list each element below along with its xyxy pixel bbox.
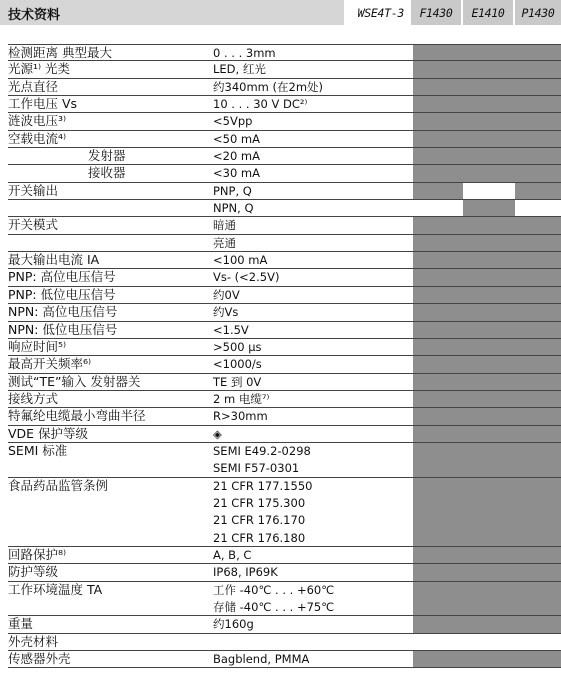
applies-marker	[515, 391, 561, 407]
applies-marker	[515, 79, 561, 95]
spec-label: 涟波电压³⁾	[8, 113, 67, 129]
spec-label: 接线方式	[8, 390, 59, 406]
spec-label: 最大输出电流 IA	[8, 252, 100, 268]
spec-value: 21 CFR 176.180	[213, 530, 306, 545]
spec-value: <30 mA	[213, 166, 260, 181]
applies-marker	[463, 148, 515, 164]
spec-value: <1.5V	[213, 322, 249, 337]
applies-marker	[413, 322, 463, 338]
spec-value: LED, 红光	[213, 62, 266, 77]
applies-marker	[463, 651, 515, 667]
applies-marker	[515, 217, 561, 233]
spec-label: 回路保护⁸⁾	[8, 546, 67, 562]
applies-marker	[413, 495, 463, 512]
spec-value: SEMI F57-0301	[213, 461, 300, 476]
spec-label: 工作电压 Vs	[8, 96, 78, 112]
applies-marker	[463, 599, 515, 615]
applies-marker	[463, 582, 515, 599]
spec-label: PNP: 高位电压信号	[8, 269, 116, 285]
applies-marker	[463, 460, 515, 476]
applies-marker	[463, 287, 515, 303]
spec-value: 0 . . . 3mm	[213, 46, 276, 60]
spec-label: 重量	[8, 616, 34, 632]
applies-marker	[413, 374, 463, 390]
spec-value: ◈	[213, 426, 222, 441]
table-row	[8, 460, 561, 477]
applies-marker	[413, 45, 463, 60]
table-row	[8, 148, 561, 165]
applies-marker	[515, 339, 561, 355]
applies-marker	[463, 426, 515, 442]
table-row	[8, 443, 561, 460]
spec-label: 光点直径	[8, 78, 59, 94]
applies-marker	[463, 96, 515, 112]
table-row	[8, 530, 561, 547]
table-row	[8, 616, 561, 633]
spec-value: R>30mm	[213, 409, 268, 424]
applies-marker	[515, 252, 561, 268]
applies-marker	[515, 269, 561, 285]
spec-value: 存储 -40℃ . . . +75℃	[213, 600, 335, 614]
spec-label: 光源¹⁾ 光类	[8, 61, 71, 77]
spec-value: IP68, IP69K	[213, 565, 278, 580]
applies-marker	[413, 252, 463, 268]
empty-marker	[515, 634, 561, 650]
applies-marker	[413, 599, 463, 615]
table-row	[8, 547, 561, 564]
table-row	[8, 113, 561, 130]
applies-marker	[463, 269, 515, 285]
applies-marker	[463, 547, 515, 563]
applies-marker	[515, 374, 561, 390]
applies-marker	[413, 582, 463, 599]
applies-marker	[463, 113, 515, 129]
applies-marker	[413, 478, 463, 495]
applies-marker	[413, 651, 463, 667]
spec-label: 测试“TE”输入 发射器关	[8, 373, 141, 389]
spec-label: 接收器	[88, 165, 126, 181]
applies-marker	[463, 443, 515, 460]
applies-marker	[463, 322, 515, 338]
applies-marker	[463, 339, 515, 355]
table-row	[8, 478, 561, 495]
table-row	[8, 131, 561, 148]
spec-label: NPN: 低位电压信号	[8, 321, 118, 337]
table-row	[8, 44, 561, 61]
applies-marker	[515, 530, 561, 546]
column-header-f1430	[411, 0, 461, 25]
table-row	[8, 200, 561, 217]
applies-marker	[515, 582, 561, 599]
applies-marker	[515, 512, 561, 529]
spec-value: TE 到 0V	[213, 374, 262, 389]
spec-value: SEMI E49.2-0298	[213, 443, 311, 458]
applies-marker	[413, 269, 463, 285]
spec-value: 约0V	[213, 287, 240, 302]
applies-marker	[463, 495, 515, 512]
applies-marker	[463, 478, 515, 495]
table-row	[8, 304, 561, 321]
spec-label: 外壳材料	[8, 633, 59, 649]
applies-marker	[463, 217, 515, 233]
table-row	[8, 287, 561, 304]
applies-marker	[515, 287, 561, 303]
applies-marker	[413, 113, 463, 129]
spec-value: PNP, Q	[213, 183, 252, 198]
applies-marker	[463, 391, 515, 407]
spec-label: PNP: 低位电压信号	[8, 286, 116, 302]
applies-marker	[413, 547, 463, 563]
spec-value: 21 CFR 175.300	[213, 495, 306, 510]
spec-label: 传感器外壳	[8, 651, 71, 667]
applies-marker	[515, 356, 561, 372]
spec-table	[8, 44, 561, 668]
applies-marker	[515, 408, 561, 424]
applies-marker	[515, 131, 561, 147]
applies-marker	[463, 564, 515, 580]
table-row	[8, 495, 561, 512]
applies-marker	[463, 200, 515, 216]
spec-value: <100 mA	[213, 253, 268, 268]
applies-marker	[515, 495, 561, 512]
empty-marker	[515, 200, 561, 216]
applies-marker	[463, 304, 515, 320]
applies-marker	[413, 287, 463, 303]
applies-marker	[515, 96, 561, 112]
applies-marker	[413, 530, 463, 546]
table-row	[8, 269, 561, 286]
table-row	[8, 61, 561, 78]
applies-marker	[413, 426, 463, 442]
table-row	[8, 634, 561, 651]
spec-value: <50 mA	[213, 131, 260, 146]
applies-marker	[463, 79, 515, 95]
spec-value: <5Vpp	[213, 114, 253, 129]
applies-marker	[515, 183, 561, 199]
applies-marker	[413, 443, 463, 460]
applies-marker	[515, 616, 561, 632]
column-header-p1430	[515, 0, 561, 25]
applies-marker	[515, 322, 561, 338]
spec-label: 发射器	[88, 148, 126, 164]
page-title: 技术资料	[8, 8, 61, 23]
table-row	[8, 374, 561, 391]
applies-marker	[515, 61, 561, 77]
applies-marker	[413, 131, 463, 147]
spec-label: 响应时间⁵⁾	[8, 338, 67, 354]
applies-marker	[515, 148, 561, 164]
applies-marker	[515, 235, 561, 251]
column-header-label: P1430	[521, 6, 555, 20]
table-row	[8, 235, 561, 252]
spec-label: NPN: 高位电压信号	[8, 304, 118, 320]
table-row	[8, 339, 561, 356]
spec-value: 约340mm (在2m处)	[213, 79, 324, 94]
spec-label: 食品药品监管条例	[8, 477, 109, 493]
applies-marker	[515, 564, 561, 580]
table-row	[8, 183, 561, 200]
header-model-cell	[344, 0, 408, 25]
applies-marker	[413, 235, 463, 251]
empty-marker	[413, 200, 463, 216]
spec-label: 开关输出	[8, 182, 59, 198]
header-title-band	[0, 0, 344, 25]
applies-marker	[413, 512, 463, 529]
applies-marker	[413, 304, 463, 320]
applies-marker	[413, 217, 463, 233]
table-row	[8, 165, 561, 182]
applies-marker	[515, 547, 561, 563]
empty-marker	[463, 634, 515, 650]
applies-marker	[413, 96, 463, 112]
table-row	[8, 599, 561, 616]
applies-marker	[515, 460, 561, 476]
table-row	[8, 217, 561, 234]
applies-marker	[413, 79, 463, 95]
applies-marker	[515, 426, 561, 442]
empty-marker	[463, 183, 515, 199]
applies-marker	[413, 564, 463, 580]
spec-value: NPN, Q	[213, 201, 254, 216]
spec-value: 21 CFR 176.170	[213, 513, 306, 528]
applies-marker	[515, 599, 561, 615]
spec-value: <20 mA	[213, 149, 260, 164]
table-row	[8, 356, 561, 373]
column-header-e1410	[463, 0, 513, 25]
spec-value: 10 . . . 30 V DC²⁾	[213, 97, 308, 112]
spec-label: 开关模式	[8, 217, 59, 233]
applies-marker	[463, 61, 515, 77]
applies-marker	[413, 460, 463, 476]
column-header-label: F1430	[419, 6, 453, 20]
applies-marker	[515, 165, 561, 181]
empty-marker	[413, 634, 463, 650]
spec-value: >500 µs	[213, 339, 262, 354]
applies-marker	[463, 356, 515, 372]
applies-marker	[463, 616, 515, 632]
spec-value: 亮通	[213, 235, 236, 250]
table-row	[8, 391, 561, 408]
spec-label: 空载电流⁴⁾	[8, 130, 67, 146]
applies-marker	[463, 131, 515, 147]
applies-marker	[463, 165, 515, 181]
spec-value: Bagblend, PMMA	[213, 652, 310, 667]
applies-marker	[515, 113, 561, 129]
spec-value: Vs- (<2.5V)	[213, 270, 280, 285]
table-row	[8, 96, 561, 113]
applies-marker	[413, 183, 463, 199]
spec-label: SEMI 标准	[8, 442, 68, 458]
spec-value: <1000/s	[213, 357, 262, 372]
model-name: WSE4T-3	[357, 6, 404, 20]
applies-marker	[463, 252, 515, 268]
applies-marker	[463, 408, 515, 424]
applies-marker	[463, 45, 515, 60]
spec-value: 约Vs	[213, 305, 239, 320]
spec-value: A, B, C	[213, 547, 252, 562]
table-row	[8, 651, 561, 668]
applies-marker	[515, 443, 561, 460]
applies-marker	[413, 339, 463, 355]
applies-marker	[463, 235, 515, 251]
spec-value: 21 CFR 177.1550	[213, 478, 313, 493]
spec-label: 防护等级	[8, 564, 59, 580]
spec-value: 2 m 电缆⁷⁾	[213, 391, 270, 406]
applies-marker	[413, 165, 463, 181]
applies-marker	[413, 391, 463, 407]
applies-marker	[463, 374, 515, 390]
table-row	[8, 564, 561, 581]
spec-label: 最高开关频率⁶⁾	[8, 356, 92, 372]
table-row	[8, 79, 561, 96]
spec-label: 工作环境温度 TA	[8, 581, 103, 597]
table-row	[8, 582, 561, 599]
column-header-label: E1410	[471, 6, 505, 20]
applies-marker	[413, 408, 463, 424]
applies-marker	[413, 148, 463, 164]
table-row	[8, 512, 561, 529]
table-row	[8, 322, 561, 339]
spec-label: 检测距离 典型最大	[8, 45, 112, 60]
applies-marker	[515, 304, 561, 320]
applies-marker	[515, 651, 561, 667]
spec-value: 约160g	[213, 617, 254, 632]
table-row	[8, 252, 561, 269]
spec-label: 特氟纶电缆最小弯曲半径	[8, 408, 146, 424]
table-row	[8, 426, 561, 443]
applies-marker	[463, 530, 515, 546]
applies-marker	[463, 512, 515, 529]
spec-value: 工作 -40℃ . . . +60℃	[213, 582, 335, 597]
table-row	[8, 408, 561, 425]
applies-marker	[413, 356, 463, 372]
applies-marker	[515, 45, 561, 60]
spec-value: 暗通	[213, 218, 236, 233]
applies-marker	[413, 616, 463, 632]
applies-marker	[515, 478, 561, 495]
applies-marker	[413, 61, 463, 77]
spec-label: VDE 保护等级	[8, 425, 89, 441]
